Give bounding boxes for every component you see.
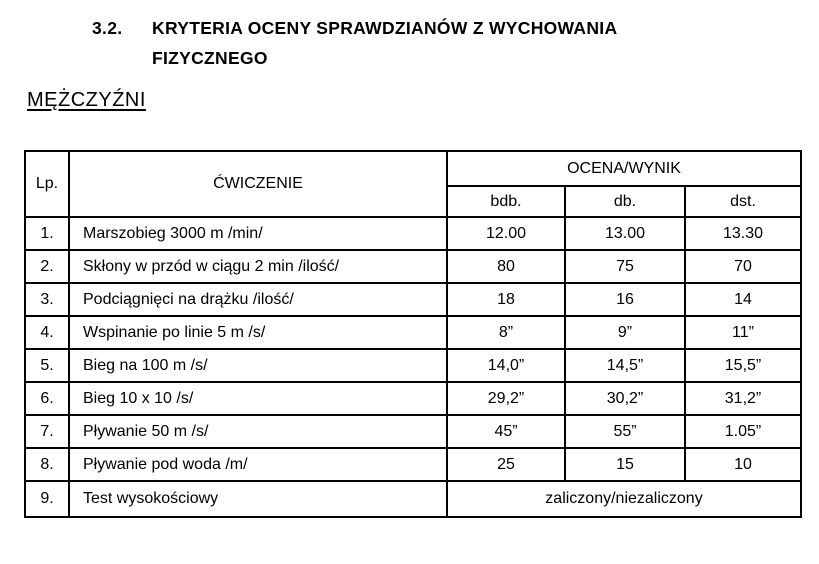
table-row — [25, 349, 801, 382]
row-value-bdb: 8” — [447, 316, 565, 349]
table-row — [25, 481, 801, 517]
heading-title-line1: KRYTERIA OCENY SPRAWDZIANÓW Z WYCHOWANIA — [152, 18, 618, 38]
heading-title — [152, 13, 632, 73]
row-value-dst: 11” — [685, 316, 801, 349]
row-value-bdb: 12.00 — [447, 217, 565, 250]
table-row — [25, 316, 801, 349]
row-value-db: 75 — [565, 250, 685, 283]
row-number: 6. — [25, 382, 69, 415]
row-value-dst: 1.05” — [685, 415, 801, 448]
header-grade-group: OCENA/WYNIK — [447, 151, 801, 186]
row-value-db: 13.00 — [565, 217, 685, 250]
row-number: 3. — [25, 283, 69, 316]
row-value-dst: 10 — [685, 448, 801, 481]
row-number: 5. — [25, 349, 69, 382]
row-value-db: 55” — [565, 415, 685, 448]
heading-title-line2: FIZYCZNEGO — [152, 48, 268, 68]
row-value-bdb: 29,2” — [447, 382, 565, 415]
heading-section-number: 3.2. — [92, 18, 123, 38]
table-row — [25, 250, 801, 283]
row-value-bdb: 45” — [447, 415, 565, 448]
row-value-bdb: 18 — [447, 283, 565, 316]
row-exercise: Marszobieg 3000 m /min/ — [69, 217, 447, 250]
header-sub-dst: dst. — [685, 186, 801, 217]
row-value-dst: 15,5” — [685, 349, 801, 382]
header-lp: Lp. — [25, 151, 69, 217]
table-row — [25, 448, 801, 481]
header-sub-db: db. — [565, 186, 685, 217]
row-exercise: Wspinanie po linie 5 m /s/ — [69, 316, 447, 349]
row-number: 4. — [25, 316, 69, 349]
row-exercise: Bieg 10 x 10 /s/ — [69, 382, 447, 415]
row-number: 2. — [25, 250, 69, 283]
row-value-db: 15 — [565, 448, 685, 481]
row-exercise: Bieg na 100 m /s/ — [69, 349, 447, 382]
document-heading — [92, 13, 632, 73]
header-exercise: ĆWICZENIE — [69, 151, 447, 217]
row-value-bdb: 80 — [447, 250, 565, 283]
criteria-table — [24, 150, 802, 518]
row-number: 1. — [25, 217, 69, 250]
row-value-db: 9” — [565, 316, 685, 349]
row-value-db: 16 — [565, 283, 685, 316]
table-row — [25, 382, 801, 415]
row-exercise: Pływanie 50 m /s/ — [69, 415, 447, 448]
row-value-dst: 31,2” — [685, 382, 801, 415]
table-header-row-1 — [25, 151, 801, 186]
row-value-dst: 13.30 — [685, 217, 801, 250]
row-value-db: 30,2” — [565, 382, 685, 415]
row-value-bdb: 25 — [447, 448, 565, 481]
row-exercise: Pływanie pod woda /m/ — [69, 448, 447, 481]
section-label-men: MĘŻCZYŹNI — [27, 89, 146, 111]
table-row — [25, 283, 801, 316]
row-exercise: Test wysokościowy — [69, 481, 447, 517]
header-sub-bdb: bdb. — [447, 186, 565, 217]
row-exercise: Skłony w przód w ciągu 2 min /ilość/ — [69, 250, 447, 283]
table-row — [25, 217, 801, 250]
row-value-bdb: 14,0” — [447, 349, 565, 382]
table-row — [25, 415, 801, 448]
row-number: 9. — [25, 481, 69, 517]
row-number: 7. — [25, 415, 69, 448]
row-number: 8. — [25, 448, 69, 481]
row-value-db: 14,5” — [565, 349, 685, 382]
row-value-merged: zaliczony/niezaliczony — [447, 481, 801, 517]
row-exercise: Podciągnięci na drążku /ilość/ — [69, 283, 447, 316]
row-value-dst: 70 — [685, 250, 801, 283]
row-value-dst: 14 — [685, 283, 801, 316]
